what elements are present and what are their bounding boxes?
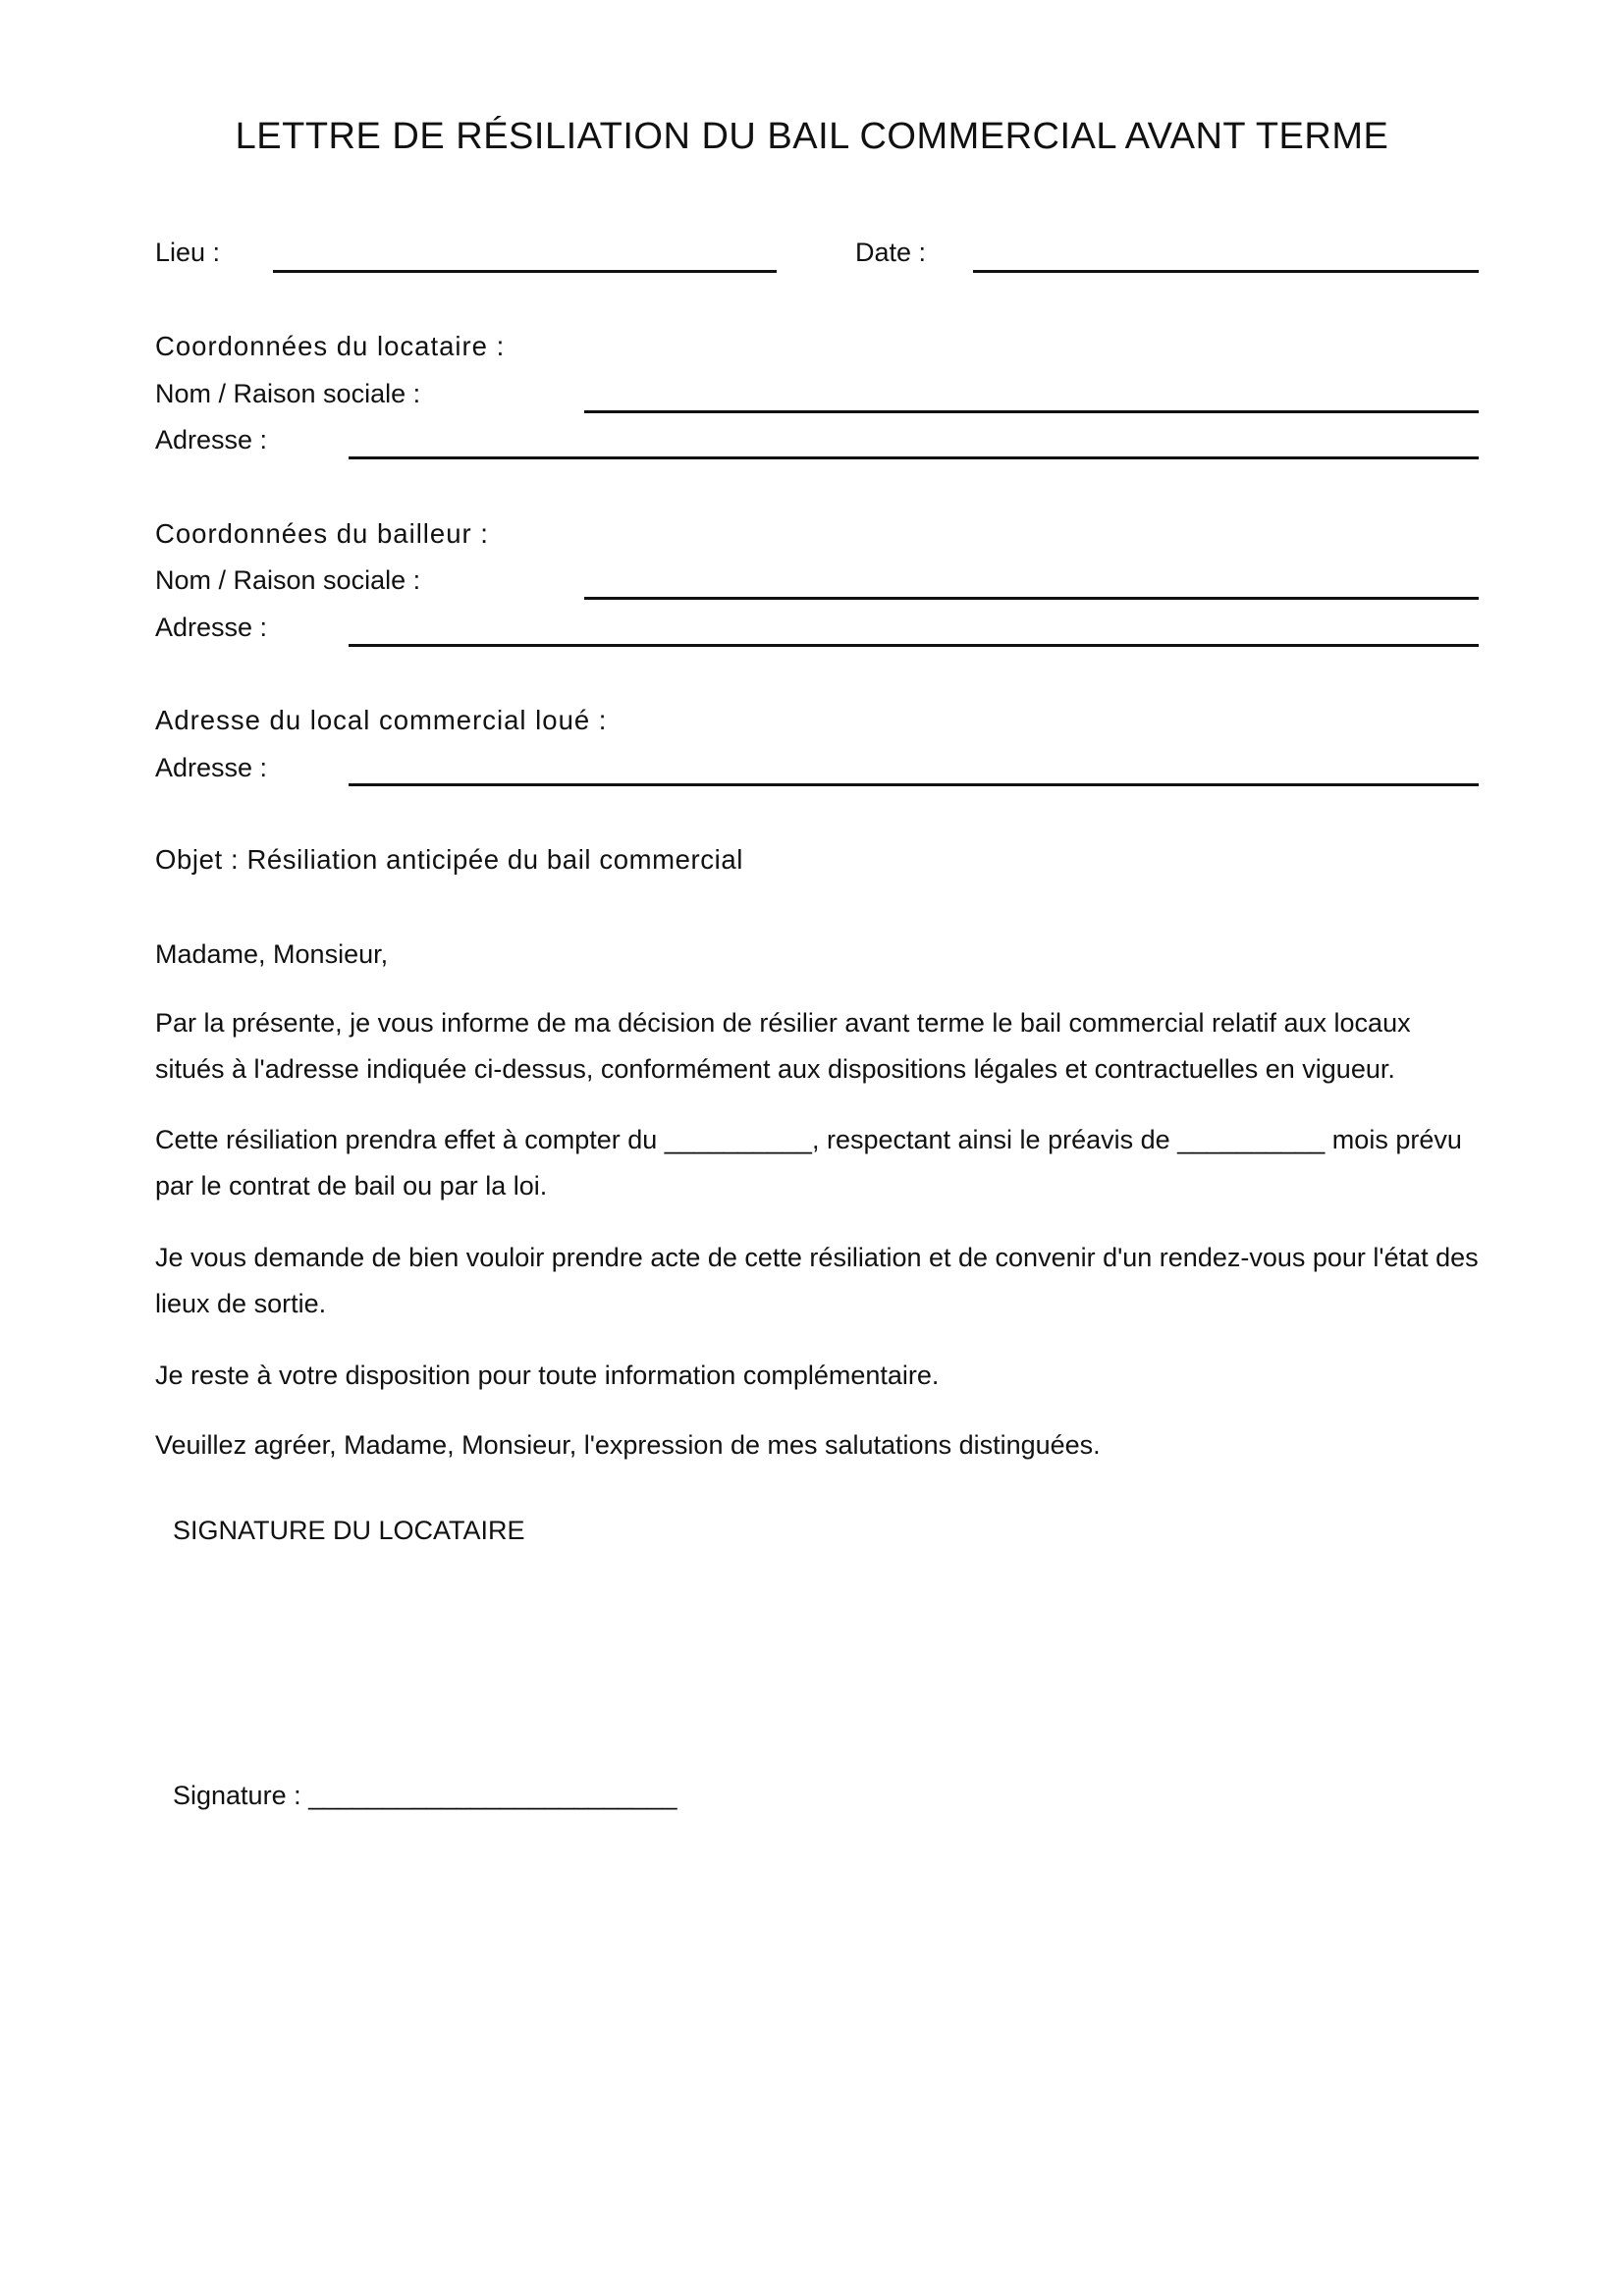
signature-field[interactable]: Signature : _________________________ [173, 1781, 677, 1810]
paragraph-disposition: Je reste à votre disposition pour toute information complémentaire. [155, 1361, 940, 1390]
paragraph-etat-des-lieux: Je vous demande de bien vouloir prendre acte de cette résiliation et de convenir d'un rendez-vous pour l'état des lieux de sortie. [155, 1243, 1479, 1318]
lieu-label: Lieu : [155, 238, 221, 267]
bailleur-adresse-field[interactable] [349, 644, 1479, 647]
locataire-nom-field[interactable] [584, 410, 1479, 413]
document-title: LETTRE DE RÉSILIATION DU BAIL COMMERCIAL AVANT TERME [235, 116, 1389, 157]
local-adresse-field[interactable] [349, 783, 1479, 786]
paragraph-resiliation: Par la présente, je vous informe de ma décision de résilier avant terme le bail commercial relatif aux locaux situés à l'adresse indiquée ci-dessus, conformément aux dispositions légales et contractuelles en vigueur. [155, 1008, 1411, 1084]
bailleur-nom-field[interactable] [584, 597, 1479, 600]
date-label: Date : [855, 238, 927, 267]
signature-heading: SIGNATURE DU LOCATAIRE [173, 1516, 525, 1545]
paragraph-preavis: Cette résiliation prendra effet à compter du __________, respectant ainsi le préavis de __________ mois prévu par le contrat de bail ou par la loi. [155, 1125, 1462, 1201]
bailleur-nom-label: Nom / Raison sociale : [155, 565, 421, 595]
locataire-nom-label: Nom / Raison sociale : [155, 379, 421, 408]
locataire-heading: Coordonnées du locataire : [155, 331, 506, 361]
locataire-adresse-field[interactable] [349, 456, 1479, 459]
date-field[interactable] [973, 270, 1479, 273]
bailleur-adresse-label: Adresse : [155, 613, 268, 642]
local-adresse-label: Adresse : [155, 753, 268, 782]
objet-line: Objet : Résiliation anticipée du bail commercial [155, 844, 743, 875]
bailleur-heading: Coordonnées du bailleur : [155, 518, 489, 549]
salutation: Madame, Monsieur, [155, 939, 389, 969]
locataire-adresse-label: Adresse : [155, 425, 268, 454]
local-heading: Adresse du local commercial loué : [155, 705, 608, 735]
lieu-field[interactable] [273, 270, 777, 273]
paragraph-salutations: Veuillez agréer, Madame, Monsieur, l'expression de mes salutations distinguées. [155, 1430, 1101, 1460]
